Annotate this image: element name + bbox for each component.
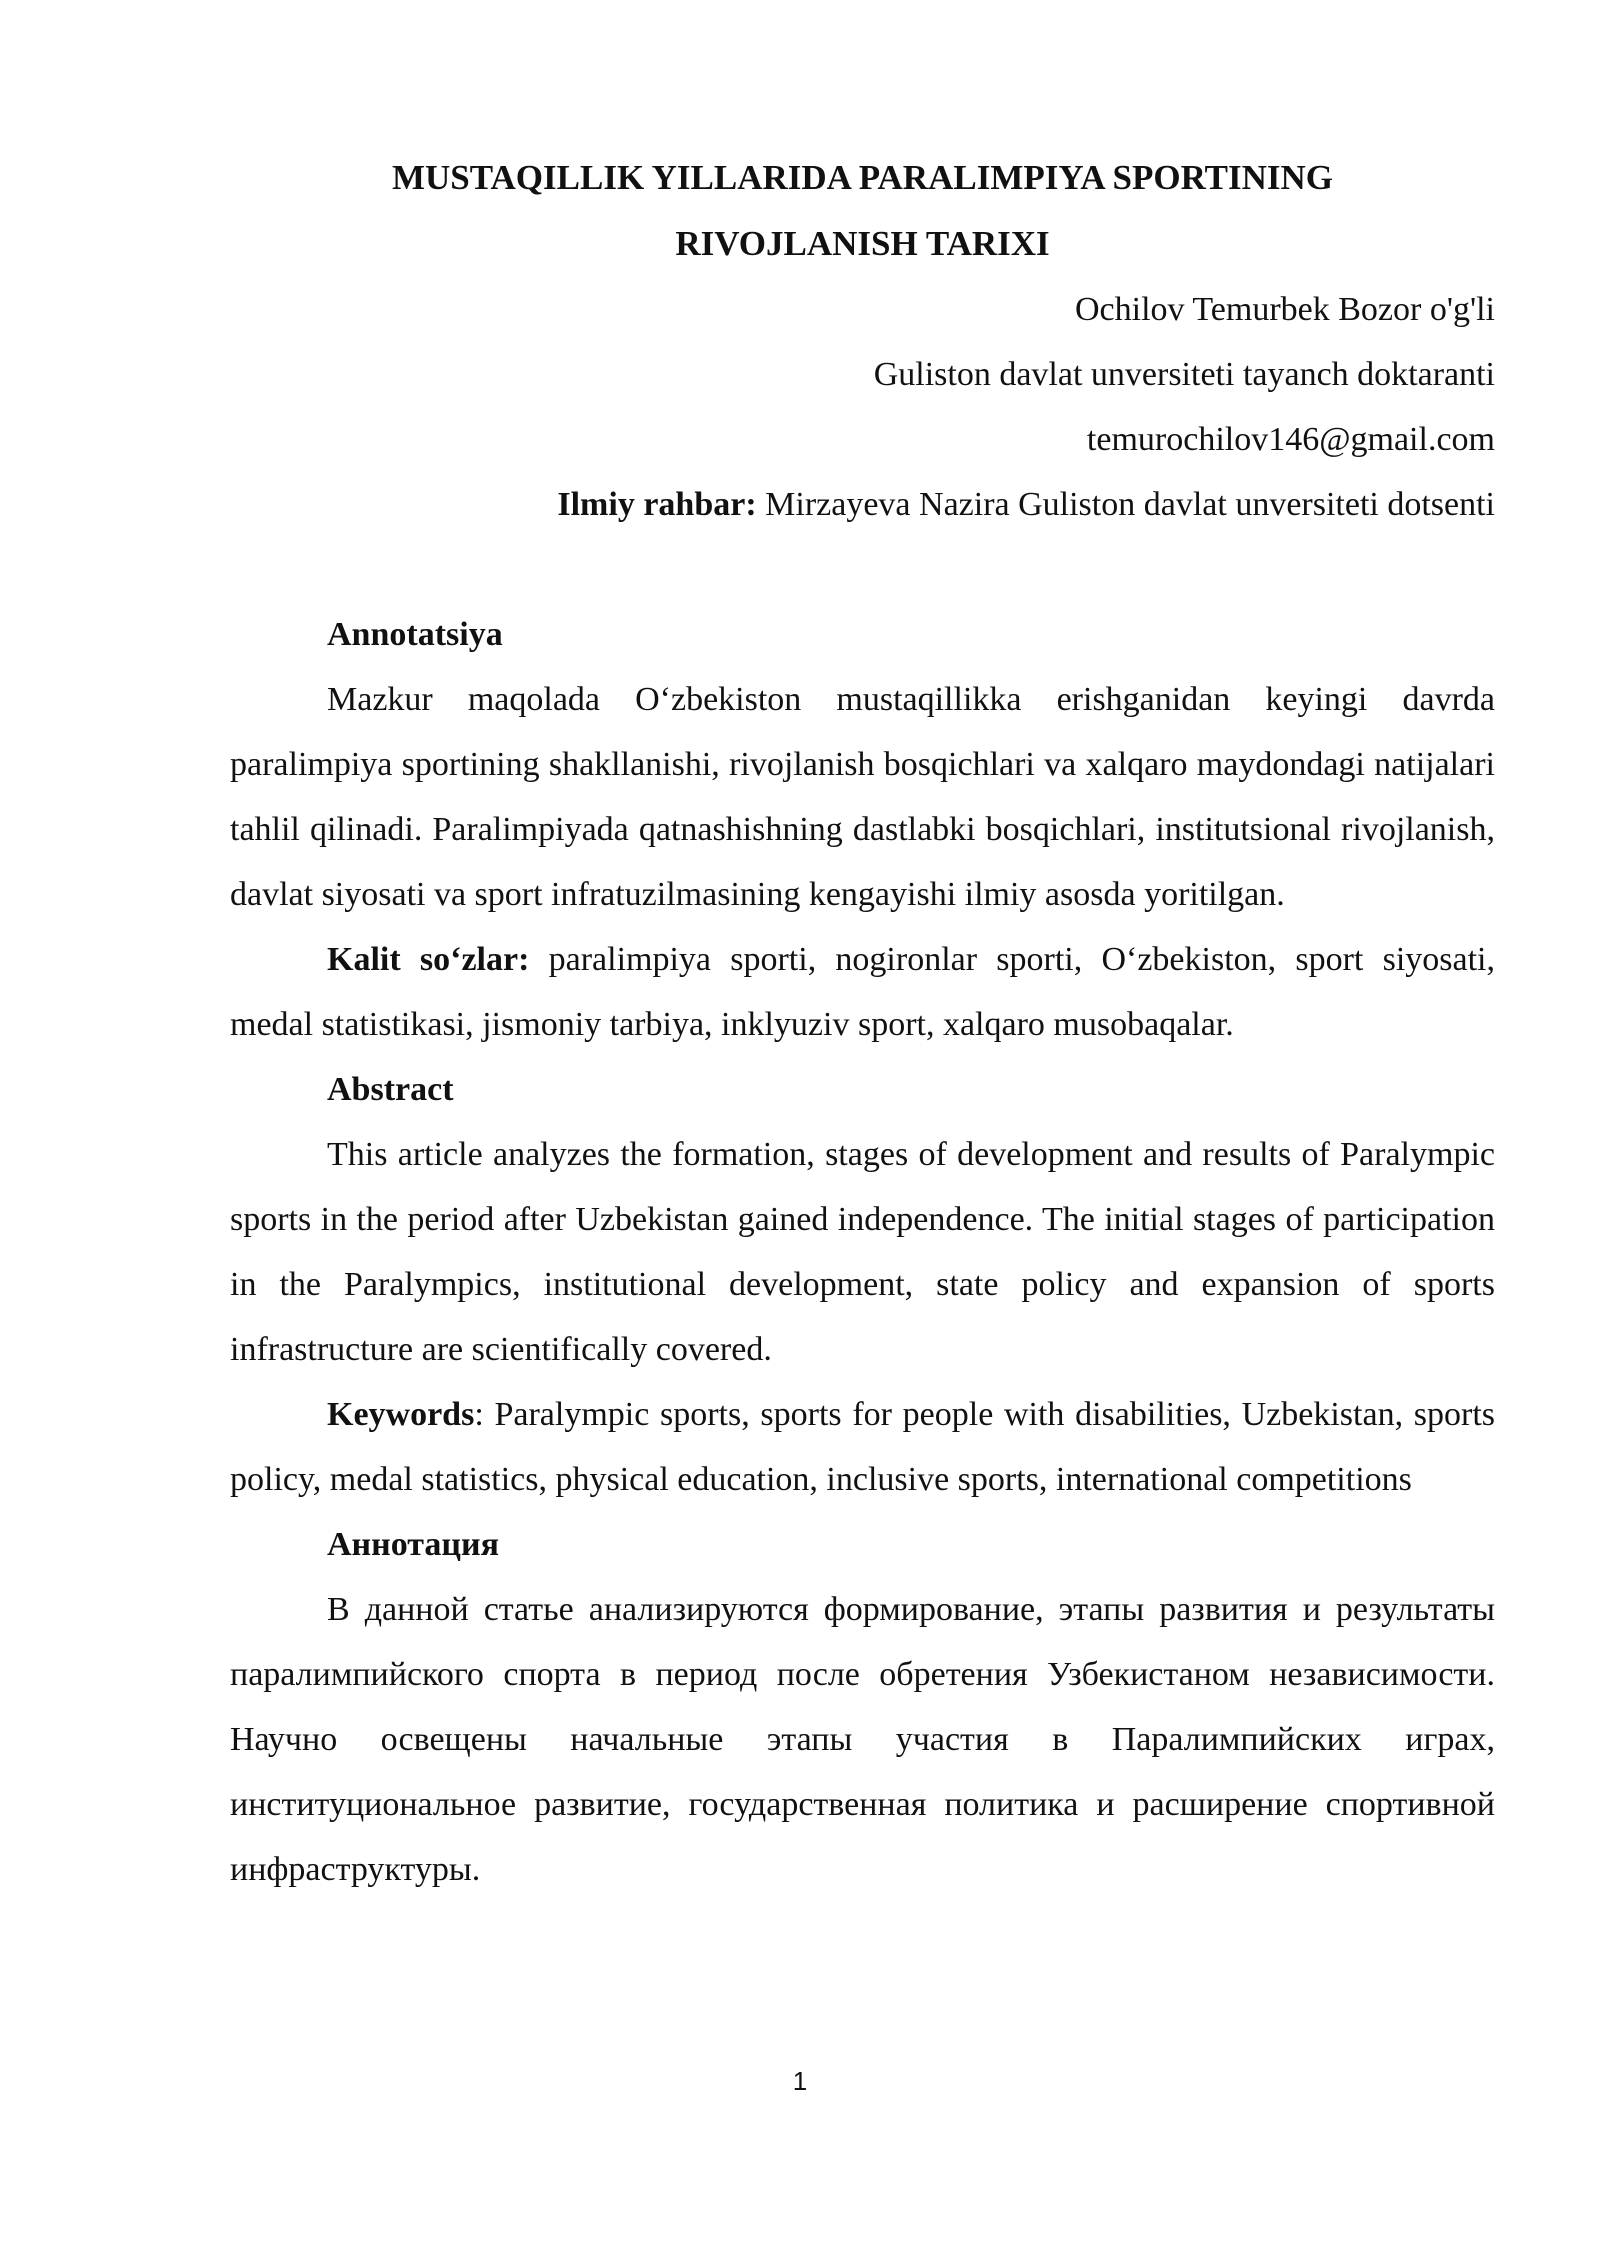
annotation-ru-heading: Аннотация — [327, 1526, 499, 1563]
keywords-uz-text: paralimpiya sporti, nogironlar sporti, O‘zbekiston, sport siyosati, medal statistikasi, jismoniy tarbiya, inklyuziv sport, xalqaro musobaqalar. — [230, 941, 1495, 1043]
author-affiliation: Guliston davlat unversiteti tayanch doktaranti — [873, 356, 1495, 393]
abstract-en-text: This article analyzes the formation, stages of development and results of Paralympic sports in the period after Uzbekistan gained independence. The initial stages of participation in the Paralympics, institutional development, state policy and expansion of sports infrastructure are scientifically covered. — [230, 1136, 1495, 1368]
annotation-uz-heading: Annotatsiya — [327, 616, 503, 653]
keywords-en-label: Keywords — [327, 1396, 475, 1433]
supervisor-label: Ilmiy rahbar: — [557, 486, 757, 523]
annotation-ru-text: В данной статье анализируются формирование, этапы развития и результаты паралимпийского спорта в период после обретения Узбекистаном независимости. Научно освещены начальные этапы участия в Паралимпийских играх, институциональное развитие, государственная политика и расширение спортивной инфраструктуры. — [230, 1591, 1495, 1888]
supervisor-line — [230, 472, 1495, 537]
keywords-en — [230, 1382, 1495, 1512]
article-title-line-1: MUSTAQILLIK YILLARIDA PARALIMPIYA SPORTINING — [391, 158, 1333, 197]
page-content — [230, 145, 1495, 1902]
article-title-line-2: RIVOJLANISH TARIXI — [675, 224, 1050, 263]
abstract-en-heading: Abstract — [327, 1071, 454, 1108]
page-number: 1 — [792, 2066, 808, 2096]
keywords-en-text: : Paralympic sports, sports for people with disabilities, Uzbekistan, sports policy, medal statistics, physical education, inclusive sports, international competitions — [230, 1396, 1495, 1498]
author-name: Ochilov Temurbek Bozor o'g'li — [1074, 291, 1495, 328]
annotation-uz-text: Mazkur maqolada O‘zbekiston mustaqillikka erishganidan keyingi davrda paralimpiya sportining shakllanishi, rivojlanish bosqichlari va xalqaro maydondagi natijalari tahlil qilinadi. Paralimpiyada qatnashishning dastlabki bosqichlari, institutsional rivojlanish, davlat siyosati va sport infratuzilmasining kengayishi ilmiy asosda yoritilgan. — [230, 681, 1495, 913]
keywords-uz-label: Kalit so‘zlar: — [327, 941, 530, 978]
author-email: temurochilov146@gmail.com — [1086, 421, 1495, 458]
keywords-uz — [230, 927, 1495, 1057]
spacer — [230, 537, 1495, 602]
supervisor-text: Mirzayeva Nazira Guliston davlat unversiteti dotsenti — [756, 486, 1495, 523]
